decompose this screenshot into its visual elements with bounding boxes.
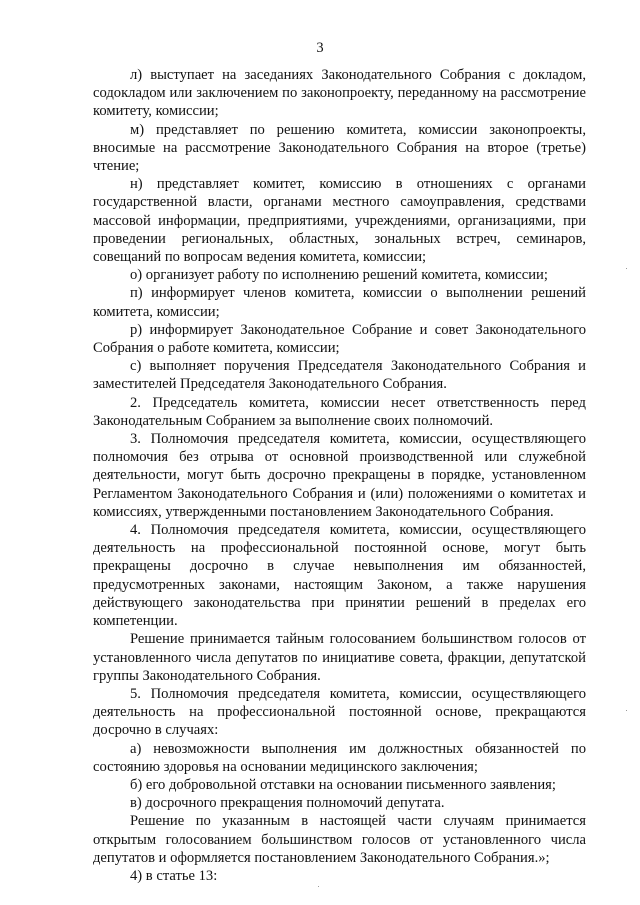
paragraph: Решение принимается тайным голосованием большинством голосов от установленного числа депутатов по инициативе совета, фракции, депутатской группы Законодательного Собрания. xyxy=(93,631,586,684)
paragraph: п) информирует членов комитета, комиссии о выполнении решений комитета, комиссии; xyxy=(93,285,586,320)
paragraph: м) представляет по решению комитета, комиссии законопроекты, вносимые на рассмотрение Законодательного Собрания на второе (третье) чтение; xyxy=(93,121,586,175)
paragraph: в) досрочного прекращения полномочий депутата. xyxy=(130,795,445,812)
paragraph: а) невозможности выполнения им должностных обязанностей по состоянию здоровья на основании медицинского заключения; xyxy=(93,740,586,775)
scan-speck xyxy=(626,710,627,711)
paragraph: н) представляет комитет, комиссию в отношениях с органами государственной власти, органами местного самоуправления, средствами массовой информации, предприятиями, учреждениями, организациями, при проведении региональных, областных, зональных встреч, семинаров, совещаний по вопросам ведения комитета, комиссии; xyxy=(93,176,586,266)
document-body xyxy=(93,66,586,885)
scan-speck xyxy=(626,268,627,269)
scan-speck xyxy=(318,886,319,887)
paragraph: р) информирует Законодательное Собрание и совет Законодательного Собрания о работе комитета, комиссии; xyxy=(93,321,586,357)
paragraph: л) выступает на заседаниях Законодательного Собрания с докладом, содокладом или заключением по законопроекту, переданному на рассмотрение комитету, комиссии; xyxy=(93,67,586,120)
paragraph: с) выполняет поручения Председателя Законодательного Собрания и заместителей Председателя Законодательного Собрания. xyxy=(93,358,586,393)
paragraph: о) организует работу по исполнению решений комитета, комиссии; xyxy=(130,267,548,284)
paragraph: 4) в статье 13: xyxy=(130,867,218,884)
paragraph: б) его добровольной отставки на основании письменного заявления; xyxy=(130,776,556,793)
page-number: 3 xyxy=(316,40,324,56)
paragraph: 5. Полномочия председателя комитета, комиссии, осуществляющего деятельность на профессиональной постоянной основе, прекращаются досрочно в случаях: xyxy=(93,685,586,739)
paragraph: Решение по указанным в настоящей части случаям принимается открытым голосованием большинством голосов от установленного числа депутатов и оформляется постановлением Законодательного Собрания.»; xyxy=(93,813,586,866)
paragraph: 2. Председатель комитета, комиссии несет ответственность перед Законодательным Собранием за выполнение своих полномочий. xyxy=(93,394,586,429)
paragraph: 4. Полномочия председателя комитета, комиссии, осуществляющего деятельность на профессиональной постоянной основе, могут быть прекращены досрочно в случае невыполнения им обязанностей, предусмотренных законами, настоящим Законом, а также нарушения действующего законодательства при принятии решений в пределах его компетенции. xyxy=(93,522,586,630)
paragraph: 3. Полномочия председателя комитета, комиссии, осуществляющего полномочия без отрыва от основной производственной или служебной деятельности, могут быть досрочно прекращены в порядке, установленном Регламентом Законодательного Собрания и (или) положениями о комитетах и комиссиях, утвержденными постановлением Законодательного Собрания. xyxy=(93,431,586,520)
